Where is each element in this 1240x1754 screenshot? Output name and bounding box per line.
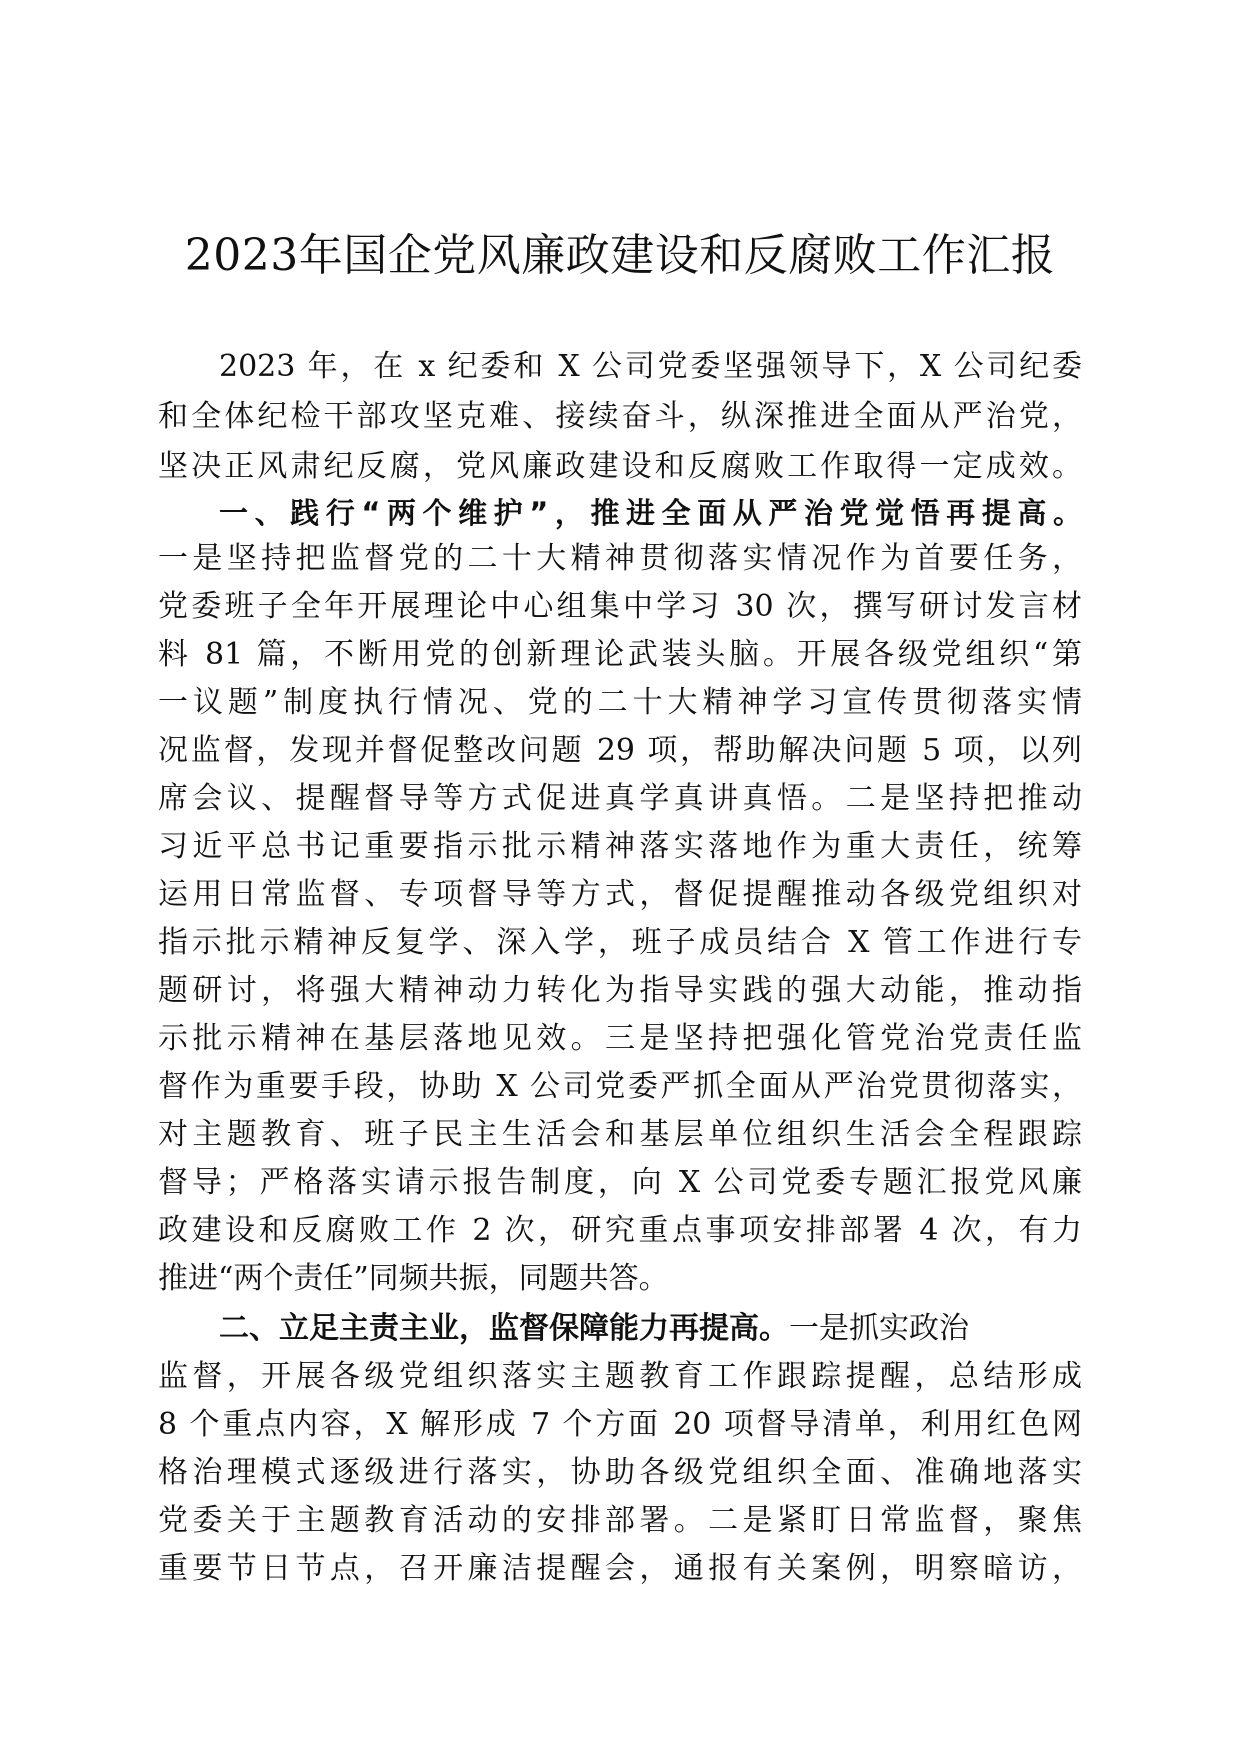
paragraph-line: 重要节日节点，召开廉洁提醒会，通报有关案例，明察暗访， (158, 1551, 1082, 1586)
paragraph-line: 对主题教育、班子民主生活会和基层单位组织生活会全程跟踪 (158, 1117, 1082, 1152)
paragraph-line: 习近平总书记重要指示批示精神落实落地作为重大责任，统筹 (158, 829, 1082, 864)
paragraph-line: 党委关于主题教育活动的安排部署。二是紧盯日常监督，聚焦 (158, 1503, 1082, 1538)
paragraph-line: 督作为重要手段，协助 X 公司党委严抓全面从严治党贯彻落实， (158, 1069, 1082, 1104)
paragraph-line: 监督，开展各级党组织落实主题教育工作跟踪提醒，总结形成 (158, 1359, 1082, 1394)
paragraph-line: 政建设和反腐败工作 2 次，研究重点事项安排部署 4 次，有力 (158, 1213, 1082, 1248)
paragraph-line: 格治理模式逐级进行落实，协助各级党组织全面、准确地落实 (158, 1455, 1082, 1490)
paragraph-line: 料 81 篇，不断用党的创新理论武装头脑。开展各级党组织“第 (158, 637, 1082, 672)
paragraph-line: 况监督，发现并督促整改问题 29 项，帮助解决问题 5 项，以列 (158, 733, 1082, 768)
paragraph-line: 一是坚持把监督党的二十大精神贯彻落实情况作为首要任务， (158, 541, 1082, 576)
paragraph-line: 指示批示精神反复学、深入学，班子成员结合 X 管工作进行专 (158, 925, 1082, 960)
paragraph-line: 推进“两个责任”同频共振，同题共答。 (158, 1261, 669, 1296)
paragraph-line: 题研讨，将强大精神动力转化为指导实践的强大动能，推动指 (158, 973, 1082, 1008)
paragraph-line: 督导；严格落实请示报告制度，向 X 公司党委专题汇报党风廉 (158, 1165, 1082, 1200)
paragraph-line: 一议题”制度执行情况、党的二十大精神学习宣传贯彻落实情 (158, 685, 1082, 720)
section-heading-2: 二、立足主责主业，监督保障能力再提高。 (219, 1311, 789, 1346)
paragraph-line: 席会议、提醒督导等方式促进真学真讲真悟。二是坚持把推动 (158, 781, 1082, 816)
paragraph-fragment: 一是抓实政治 (789, 1311, 969, 1346)
section-line-2 (219, 1304, 1082, 1354)
paragraph-line: 2023 年，在 x 纪委和 X 公司党委坚强领导下，X 公司纪委 (219, 349, 1082, 384)
paragraph-line: 党委班子全年开展理论中心组集中学习 30 次，撰写研讨发言材 (158, 589, 1082, 624)
document-title: 2023年国企党风廉政建设和反腐败工作汇报 (184, 230, 1056, 281)
paragraph-line: 坚决正风肃纪反腐，党风廉政建设和反腐败工作取得一定成效。 (158, 449, 1082, 484)
paragraph-line: 和全体纪检干部攻坚克难、接续奋斗，纵深推进全面从严治党， (158, 399, 1082, 434)
paragraph-line: 8 个重点内容，X 解形成 7 个方面 20 项督导清单，利用红色网 (158, 1407, 1082, 1442)
section-heading-1: 一、践行“两个维护”，推进全面从严治党觉悟再提高。 (219, 496, 1082, 530)
paragraph-line: 示批示精神在基层落地见效。三是坚持把强化管党治党责任监 (158, 1021, 1082, 1056)
paragraph-line: 运用日常监督、专项督导等方式，督促提醒推动各级党组织对 (158, 877, 1082, 912)
